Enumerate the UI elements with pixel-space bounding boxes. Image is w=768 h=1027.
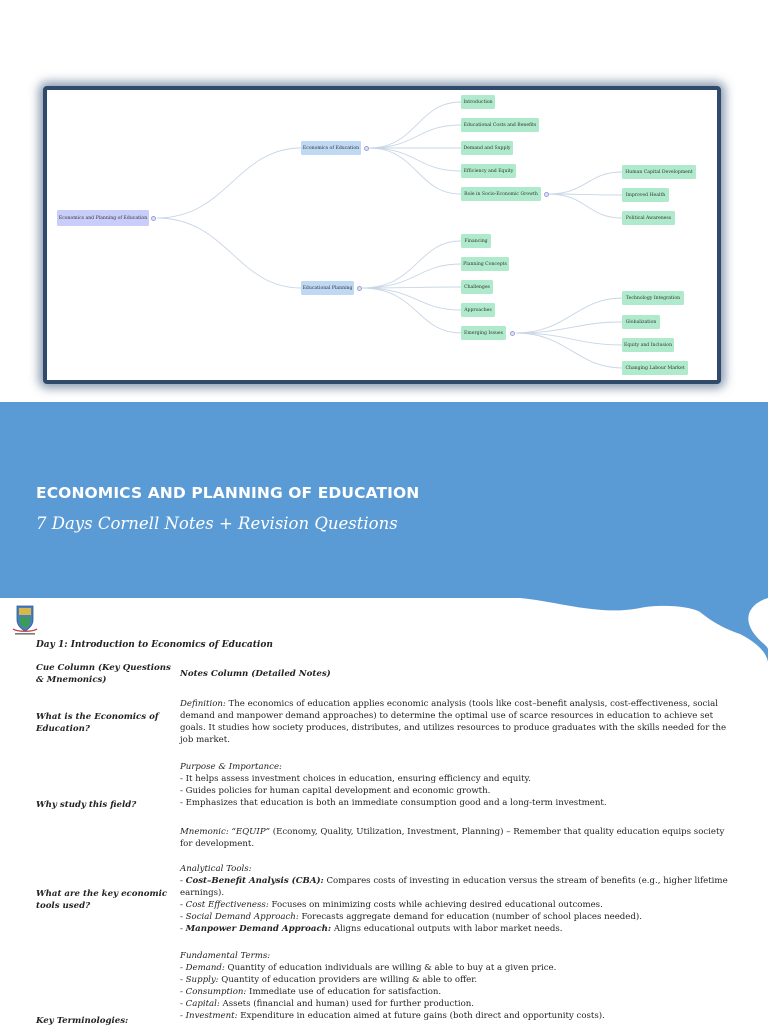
day-heading: Day 1: Introduction to Economics of Education	[36, 640, 273, 650]
mnemonic-block	[180, 826, 730, 850]
cue-question: Why study this field?	[36, 800, 137, 810]
notes-column-header: Notes Column (Detailed Notes)	[180, 669, 331, 679]
mnemonic-text: (Economy, Quality, Utilization, Investment, Planning) – Remember that quality education equips society for development.	[180, 827, 725, 849]
definition-label: Definition:	[180, 699, 226, 709]
mindmap-node-demand-supply[interactable]: Demand and Supply	[461, 141, 513, 155]
mnemonic-label: Mnemonic: “EQUIP”	[180, 827, 270, 837]
mindmap-node-approaches[interactable]: Approaches	[461, 303, 495, 317]
list-item: - Emphasizes that education is both an immediate consumption good and a long-term investment.	[180, 798, 607, 808]
cue-question: What are the key economic tools used?	[36, 889, 168, 911]
list-item: - Social Demand Approach: Forecasts aggregate demand for education (number of school places needed).	[180, 912, 642, 922]
list-item: - Guides policies for human capital development and economic growth.	[180, 786, 491, 796]
mindmap-node-socio-economic-growth[interactable]: Role in Socio-Economic Growth	[461, 187, 541, 201]
document-title: ECONOMICS AND PLANNING OF EDUCATION	[36, 484, 420, 502]
mindmap-node-political-awareness[interactable]: Political Awareness	[622, 211, 675, 225]
list-item: - Capital: Assets (financial and human) used for further production.	[180, 999, 475, 1009]
mindmap-node-emerging-issues[interactable]: Emerging Issues	[461, 326, 506, 340]
mindmap-node-technology-integration[interactable]: Technology Integration	[622, 291, 684, 305]
list-item: - Consumption: Immediate use of education for satisfaction.	[180, 987, 442, 997]
mindmap-node-human-capital[interactable]: Human Capital Development	[622, 165, 696, 179]
list-item: - It helps assess investment choices in education, ensuring efficiency and equity.	[180, 774, 531, 784]
mindmap-node-changing-labour-market[interactable]: Changing Labour Market	[622, 361, 688, 375]
list-item: - Cost Effectiveness: Focuses on minimizing costs while achieving desired educational outcomes.	[180, 900, 603, 910]
tools-block	[180, 863, 730, 935]
definition-block	[180, 698, 730, 746]
mindmap-node-efficiency-equity[interactable]: Efficiency and Equity	[461, 164, 516, 178]
mindmap-node-improved-health[interactable]: Improved Health	[622, 188, 669, 202]
list-item: - Demand: Quantity of education individuals are willing & able to buy at a given price.	[180, 963, 557, 973]
mindmap-node-financing[interactable]: Financing	[461, 234, 491, 248]
document-subtitle: 7 Days Cornell Notes + Revision Questions	[36, 514, 398, 533]
mindmap-branch-economics[interactable]: Economics of Education	[301, 141, 361, 155]
mindmap-branch-planning[interactable]: Educational Planning	[301, 281, 354, 295]
mindmap-node-introduction[interactable]: Introduction	[461, 95, 495, 109]
mindmap-node-challenges[interactable]: Challenges	[461, 280, 493, 294]
definition-text: The economics of education applies economic analysis (tools like cost–benefit analysis, cost-effectiveness, social demand and manpower demand approaches) to determine the optimal use of scarce resources in education to achieve set goals. It studies how society produces, distributes, and utilizes resources to produce graduates with the skills needed for the job market.	[180, 699, 727, 745]
list-item: - Investment: Expenditure in education aimed at future gains (both direct and opportunity costs).	[180, 1011, 605, 1021]
cue-column-header: Cue Column (Key Questions & Mnemonics)	[36, 663, 171, 685]
cue-question: What is the Economics of Education?	[36, 712, 159, 734]
mindmap-root-node[interactable]: Economics and Planning of Education	[57, 210, 149, 226]
mindmap-node-equity-inclusion[interactable]: Equity and Inclusion	[622, 338, 674, 352]
list-item: - Cost–Benefit Analysis (CBA): Compares costs of investing in education versus the stream of benefits (e.g., higher lifetime earnings).	[180, 876, 728, 898]
terms-block	[180, 950, 730, 1022]
cue-question: Key Terminologies:	[36, 1016, 129, 1026]
purpose-block	[180, 761, 730, 809]
mindmap-node-planning-concepts[interactable]: Planning Concepts	[461, 257, 509, 271]
mindmap-node-costs-benefits[interactable]: Educational Costs and Benefits	[461, 118, 539, 132]
list-item: - Supply: Quantity of education providers are willing & able to offer.	[180, 975, 478, 985]
list-item: - Manpower Demand Approach: Aligns educational outputs with labor market needs.	[180, 924, 563, 934]
purpose-label: Purpose & Importance:	[180, 762, 282, 772]
mindmap-node-globalization[interactable]: Globalization	[622, 315, 660, 329]
tools-label: Analytical Tools:	[180, 864, 252, 874]
terms-label: Fundamental Terms:	[180, 951, 271, 961]
